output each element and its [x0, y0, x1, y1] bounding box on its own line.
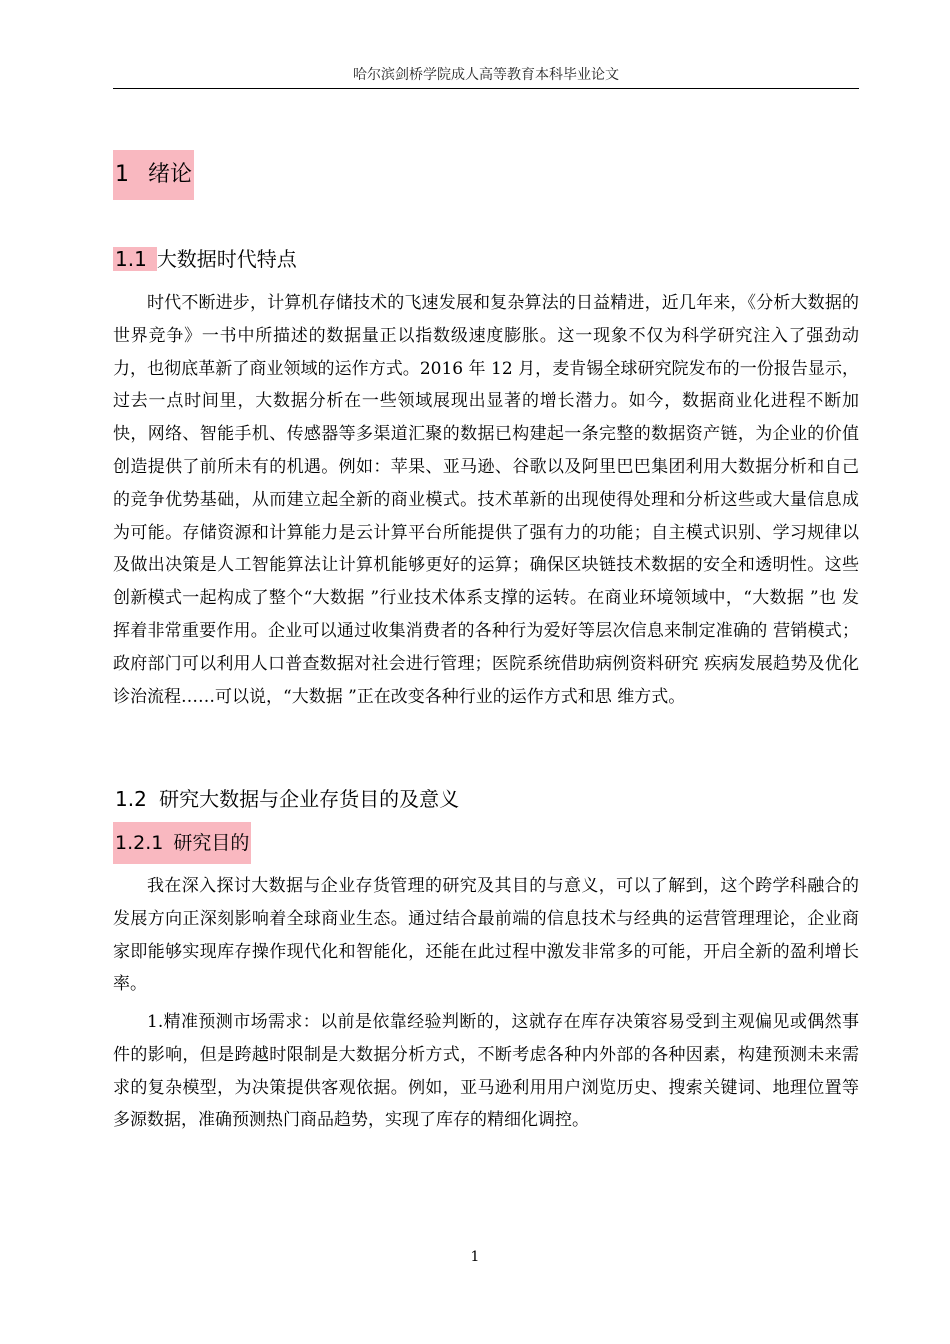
chapter-number: 1 — [115, 162, 129, 187]
section-1-1-title: 大数据时代特点 — [156, 247, 297, 271]
section-1-1-number: 1.1 — [113, 247, 157, 271]
section-1-1-paragraph: 时代不断进步，计算机存储技术的飞速发展和复杂算法的日益精进，近几年来，《分析大数据的世界竞争》一书中所描述的数据量正以指数级速度膨胀。这一现象不仅为科学研究注入了强劲动力，也彻底革新了商业领域的运作方式。2016 年 12 月，麦肯锡全球研究院发布的一份报告显示，过去一点时间里，大数据分析在一些领域展现出显著的增长潜力。如今，数据商业化进程不断加快，网络、智能手机、传感器等多渠道汇聚的数据已构建起一条完整的数据资产链，为企业的价值创造提供了前所未有的机遇。例如：苹果、亚马逊、谷歌以及阿里巴巴集团利用大数据分析和自己的竞争优势基础，从而建立起全新的商业模式。技术革新的出现使得处理和分析这些或大量信息成为可能。存储资源和计算能力是云计算平台所能提供了强有力的功能；自主模式识别、学习规律以及做出决策是人工智能算法让计算机能够更好的运算；确保区块链技术数据的安全和透明性。这些创新模式一起构成了整个“大数据 ”行业技术体系支撑的运转。在商业环境领域中，“大数据 ”也 发挥着非常重要作用。企业可以通过收集消费者的各种行为爱好等层次信息来制定准确的 营销模式；政府部门可以利用人口普查数据对社会进行管理；医院系统借助病例资料研究 疾病发展趋势及优化诊治流程……可以说，“大数据 ”正在改变各种行业的运作方式和思 维方式。 — [113, 293, 859, 707]
section-1-2-1-paragraph-1: 我在深入探讨大数据与企业存货管理的研究及其目的与意义，可以了解到，这个跨学科融合的发展方向正深刻影响着全球商业生态。通过结合最前端的信息技术与经典的运营管理理论，企业商家即能够实现库存操作现代化和智能化，还能在此过程中激发非常多的可能，开启全新的盈利增长率。 — [113, 876, 859, 995]
section-1-2-1-paragraph-2: 1.精准预测市场需求：以前是依靠经验判断的，这就存在库存决策容易受到主观偏见或偶然事件的影响，但是跨越时限制是大数据分析方式，不断考虑各种内外部的各种因素，构建预测未来需求的复杂模型，为决策提供客观依据。例如，亚马逊利用用户浏览历史、搜索关键词、地理位置等多源数据，准确预测热门商品趋势，实现了库存的精细化调控。 — [113, 1012, 859, 1131]
page-number: 1 — [470, 1249, 480, 1265]
section-1-2-title: 研究大数据与企业存货目的及意义 — [159, 787, 460, 811]
section-1-2-number: 1.2 — [115, 787, 147, 811]
chapter-title: 绪论 — [148, 162, 193, 187]
section-1-1-heading — [113, 238, 297, 280]
header-rule — [113, 88, 859, 89]
section-1-2-1-heading — [113, 822, 251, 864]
chapter-heading — [113, 150, 194, 200]
section-1-2-heading — [113, 781, 459, 817]
section-1-2-1-title: 研究目的 — [173, 832, 250, 854]
section-1-2-1-number: 1.2.1 — [115, 832, 164, 854]
page-header: 哈尔滨剑桥学院成人高等教育本科毕业论文 — [353, 67, 619, 83]
